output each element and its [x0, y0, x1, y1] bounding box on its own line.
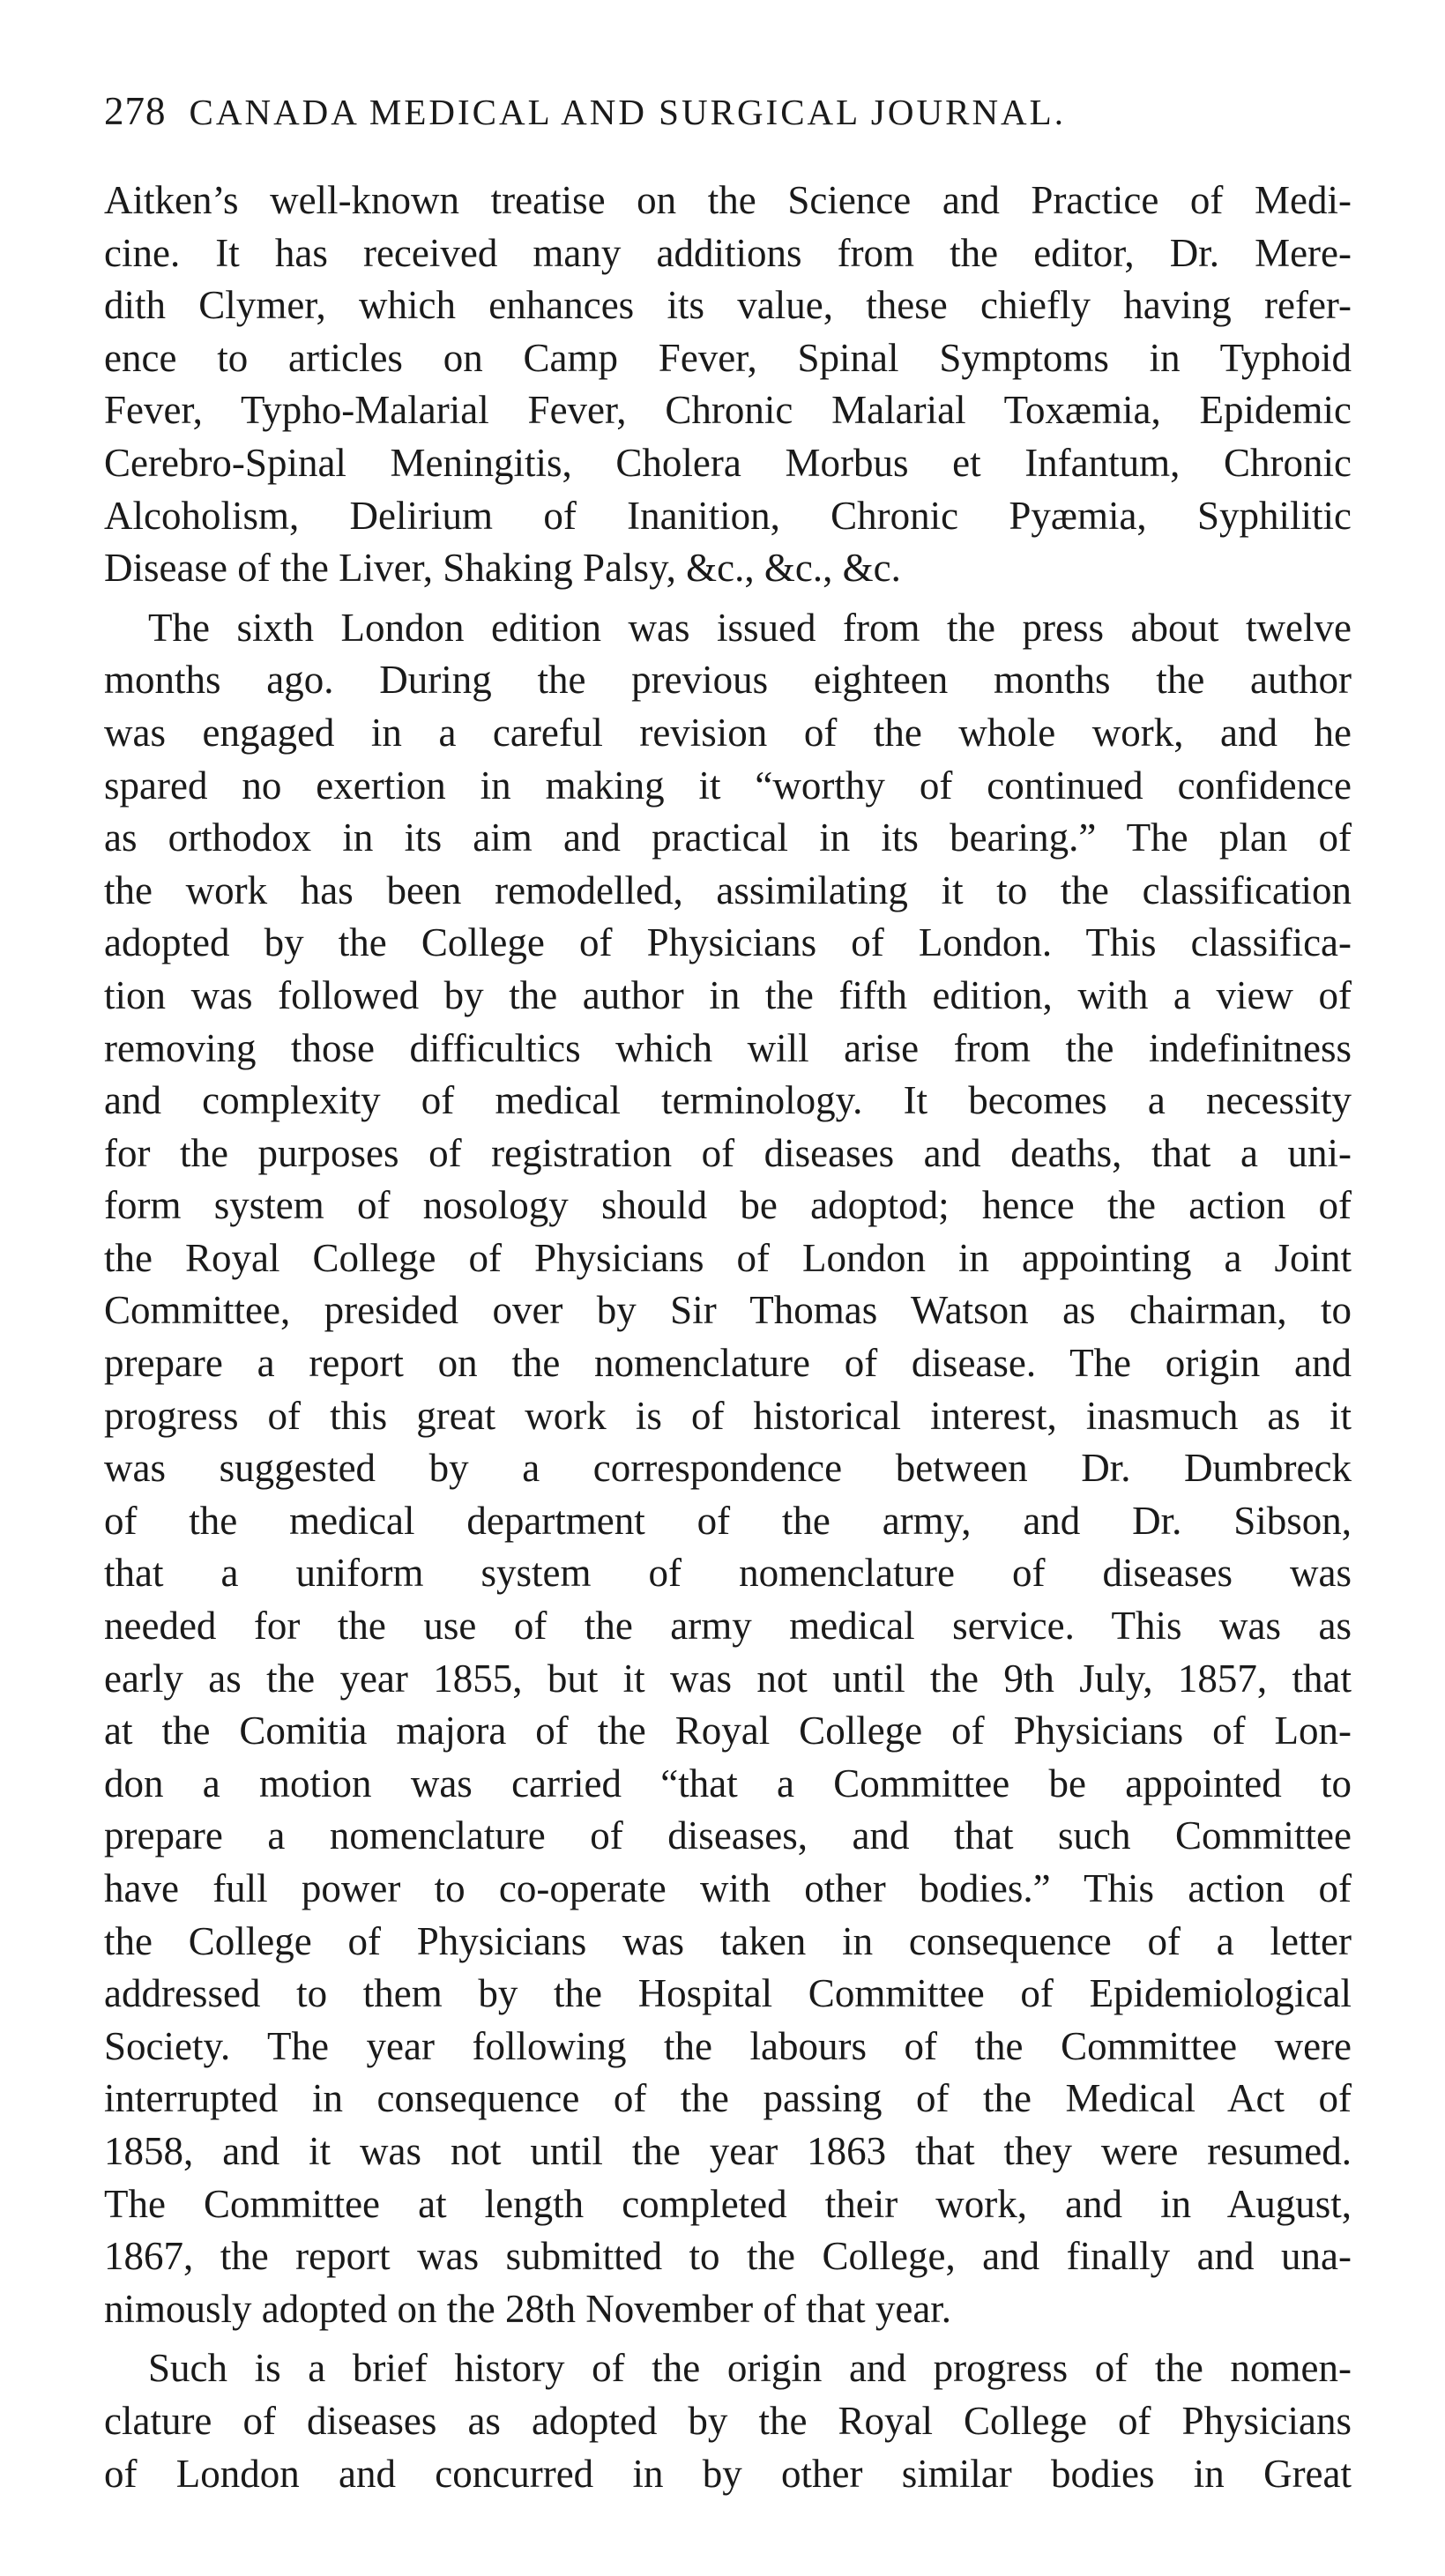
- paragraph-2: [104, 602, 1352, 2336]
- journal-page: [104, 88, 1352, 2500]
- text-line: as orthodox in its aim and practical in its bearing.” The plan of: [104, 815, 1352, 860]
- paragraph-1: [104, 175, 1352, 595]
- text-line: months ago. During the previous eighteen months the author: [104, 658, 1352, 703]
- text-line: 1867, the report was submitted to the College, and finally and una-: [104, 2234, 1352, 2279]
- page-number: 278: [104, 89, 167, 133]
- text-line: Such is a brief history of the origin and progress of the nomen-: [148, 2346, 1352, 2391]
- text-line: The sixth London edition was issued from the press about twelve: [148, 605, 1352, 650]
- text-line: spared no exertion in making it “worthy of continued confidence: [104, 763, 1352, 808]
- running-head: [104, 88, 1352, 159]
- text-line: Alcoholism, Delirium of Inanition, Chronic Pyæmia, Syphilitic: [104, 493, 1352, 538]
- paragraph-3: [104, 2342, 1352, 2500]
- text-line: Aitken’s well-known treatise on the Science and Practice of Medi-: [104, 178, 1352, 222]
- text-line: have full power to co-operate with other bodies.” This action of: [104, 1866, 1352, 1910]
- text-line: the work has been remodelled, assimilating it to the classification: [104, 867, 1352, 912]
- text-line: Society. The year following the labours of the Committee were: [104, 2023, 1352, 2068]
- text-line: was engaged in a careful revision of the whole work, and he: [104, 710, 1352, 755]
- text-line: dith Clymer, which enhances its value, these chiefly having refer-: [104, 283, 1352, 328]
- text-line: was suggested by a correspondence between Dr. Dumbreck: [104, 1446, 1352, 1491]
- text-line: Fever, Typho-Malarial Fever, Chronic Malarial Toxæmia, Epidemic: [104, 388, 1352, 433]
- text-line: removing those difficultics which will arise from the indefinitness: [104, 1025, 1352, 1070]
- text-line: of London and concurred in by other similar bodies in Great: [104, 2451, 1352, 2496]
- text-line: The Committee at length completed their work, and in August,: [104, 2181, 1352, 2226]
- text-line: for the purposes of registration of diseases and deaths, that a uni-: [104, 1130, 1352, 1175]
- text-line: of the medical department of the army, and Dr. Sibson,: [104, 1498, 1352, 1543]
- text-line: progress of this great work is of historical interest, inasmuch as it: [104, 1393, 1352, 1438]
- text-line: prepare a report on the nomenclature of disease. The origin and: [104, 1341, 1352, 1386]
- text-line: addressed to them by the Hospital Committee of Epidemiological: [104, 1971, 1352, 2016]
- text-line: ence to articles on Camp Fever, Spinal Symptoms in Typhoid: [104, 335, 1352, 380]
- text-line: interrupted in consequence of the passing of the Medical Act of: [104, 2076, 1352, 2121]
- text-line: the College of Physicians was taken in consequence of a letter: [104, 1918, 1352, 1963]
- text-line: clature of diseases as adopted by the Royal College of Physicians: [104, 2398, 1352, 2443]
- text-line: Cerebro-Spinal Meningitis, Cholera Morbus et Infantum, Chronic: [104, 440, 1352, 485]
- text-line: needed for the use of the army medical service. This was as: [104, 1604, 1352, 1649]
- text-line: that a uniform system of nomenclature of diseases was: [104, 1551, 1352, 1596]
- text-line: the Royal College of Physicians of London in appointing a Joint: [104, 1235, 1352, 1280]
- journal-title: CANADA MEDICAL AND SURGICAL JOURNAL.: [189, 92, 1066, 132]
- text-line: prepare a nomenclature of diseases, and that such Committee: [104, 1813, 1352, 1858]
- text-line: nimously adopted on the 28th November of that year.: [104, 2286, 952, 2331]
- text-line: form system of nosology should be adoptod; hence the action of: [104, 1183, 1352, 1228]
- text-line: and complexity of medical terminology. It becomes a necessity: [104, 1078, 1352, 1123]
- text-line: cine. It has received many additions from the editor, Dr. Mere-: [104, 230, 1352, 275]
- text-line: Disease of the Liver, Shaking Palsy, &c., &c., &c.: [104, 546, 901, 591]
- text-line: adopted by the College of Physicians of London. This classifica-: [104, 920, 1352, 965]
- text-line: 1858, and it was not until the year 1863 that they were resumed.: [104, 2128, 1352, 2173]
- text-line: early as the year 1855, but it was not until the 9th July, 1857, that: [104, 1656, 1352, 1701]
- text-line: at the Comitia majora of the Royal College of Physicians of Lon-: [104, 1709, 1352, 1753]
- text-line: don a motion was carried “that a Committee be appointed to: [104, 1761, 1352, 1805]
- text-line: Committee, presided over by Sir Thomas Watson as chairman, to: [104, 1288, 1352, 1333]
- text-line: tion was followed by the author in the fifth edition, with a view of: [104, 972, 1352, 1017]
